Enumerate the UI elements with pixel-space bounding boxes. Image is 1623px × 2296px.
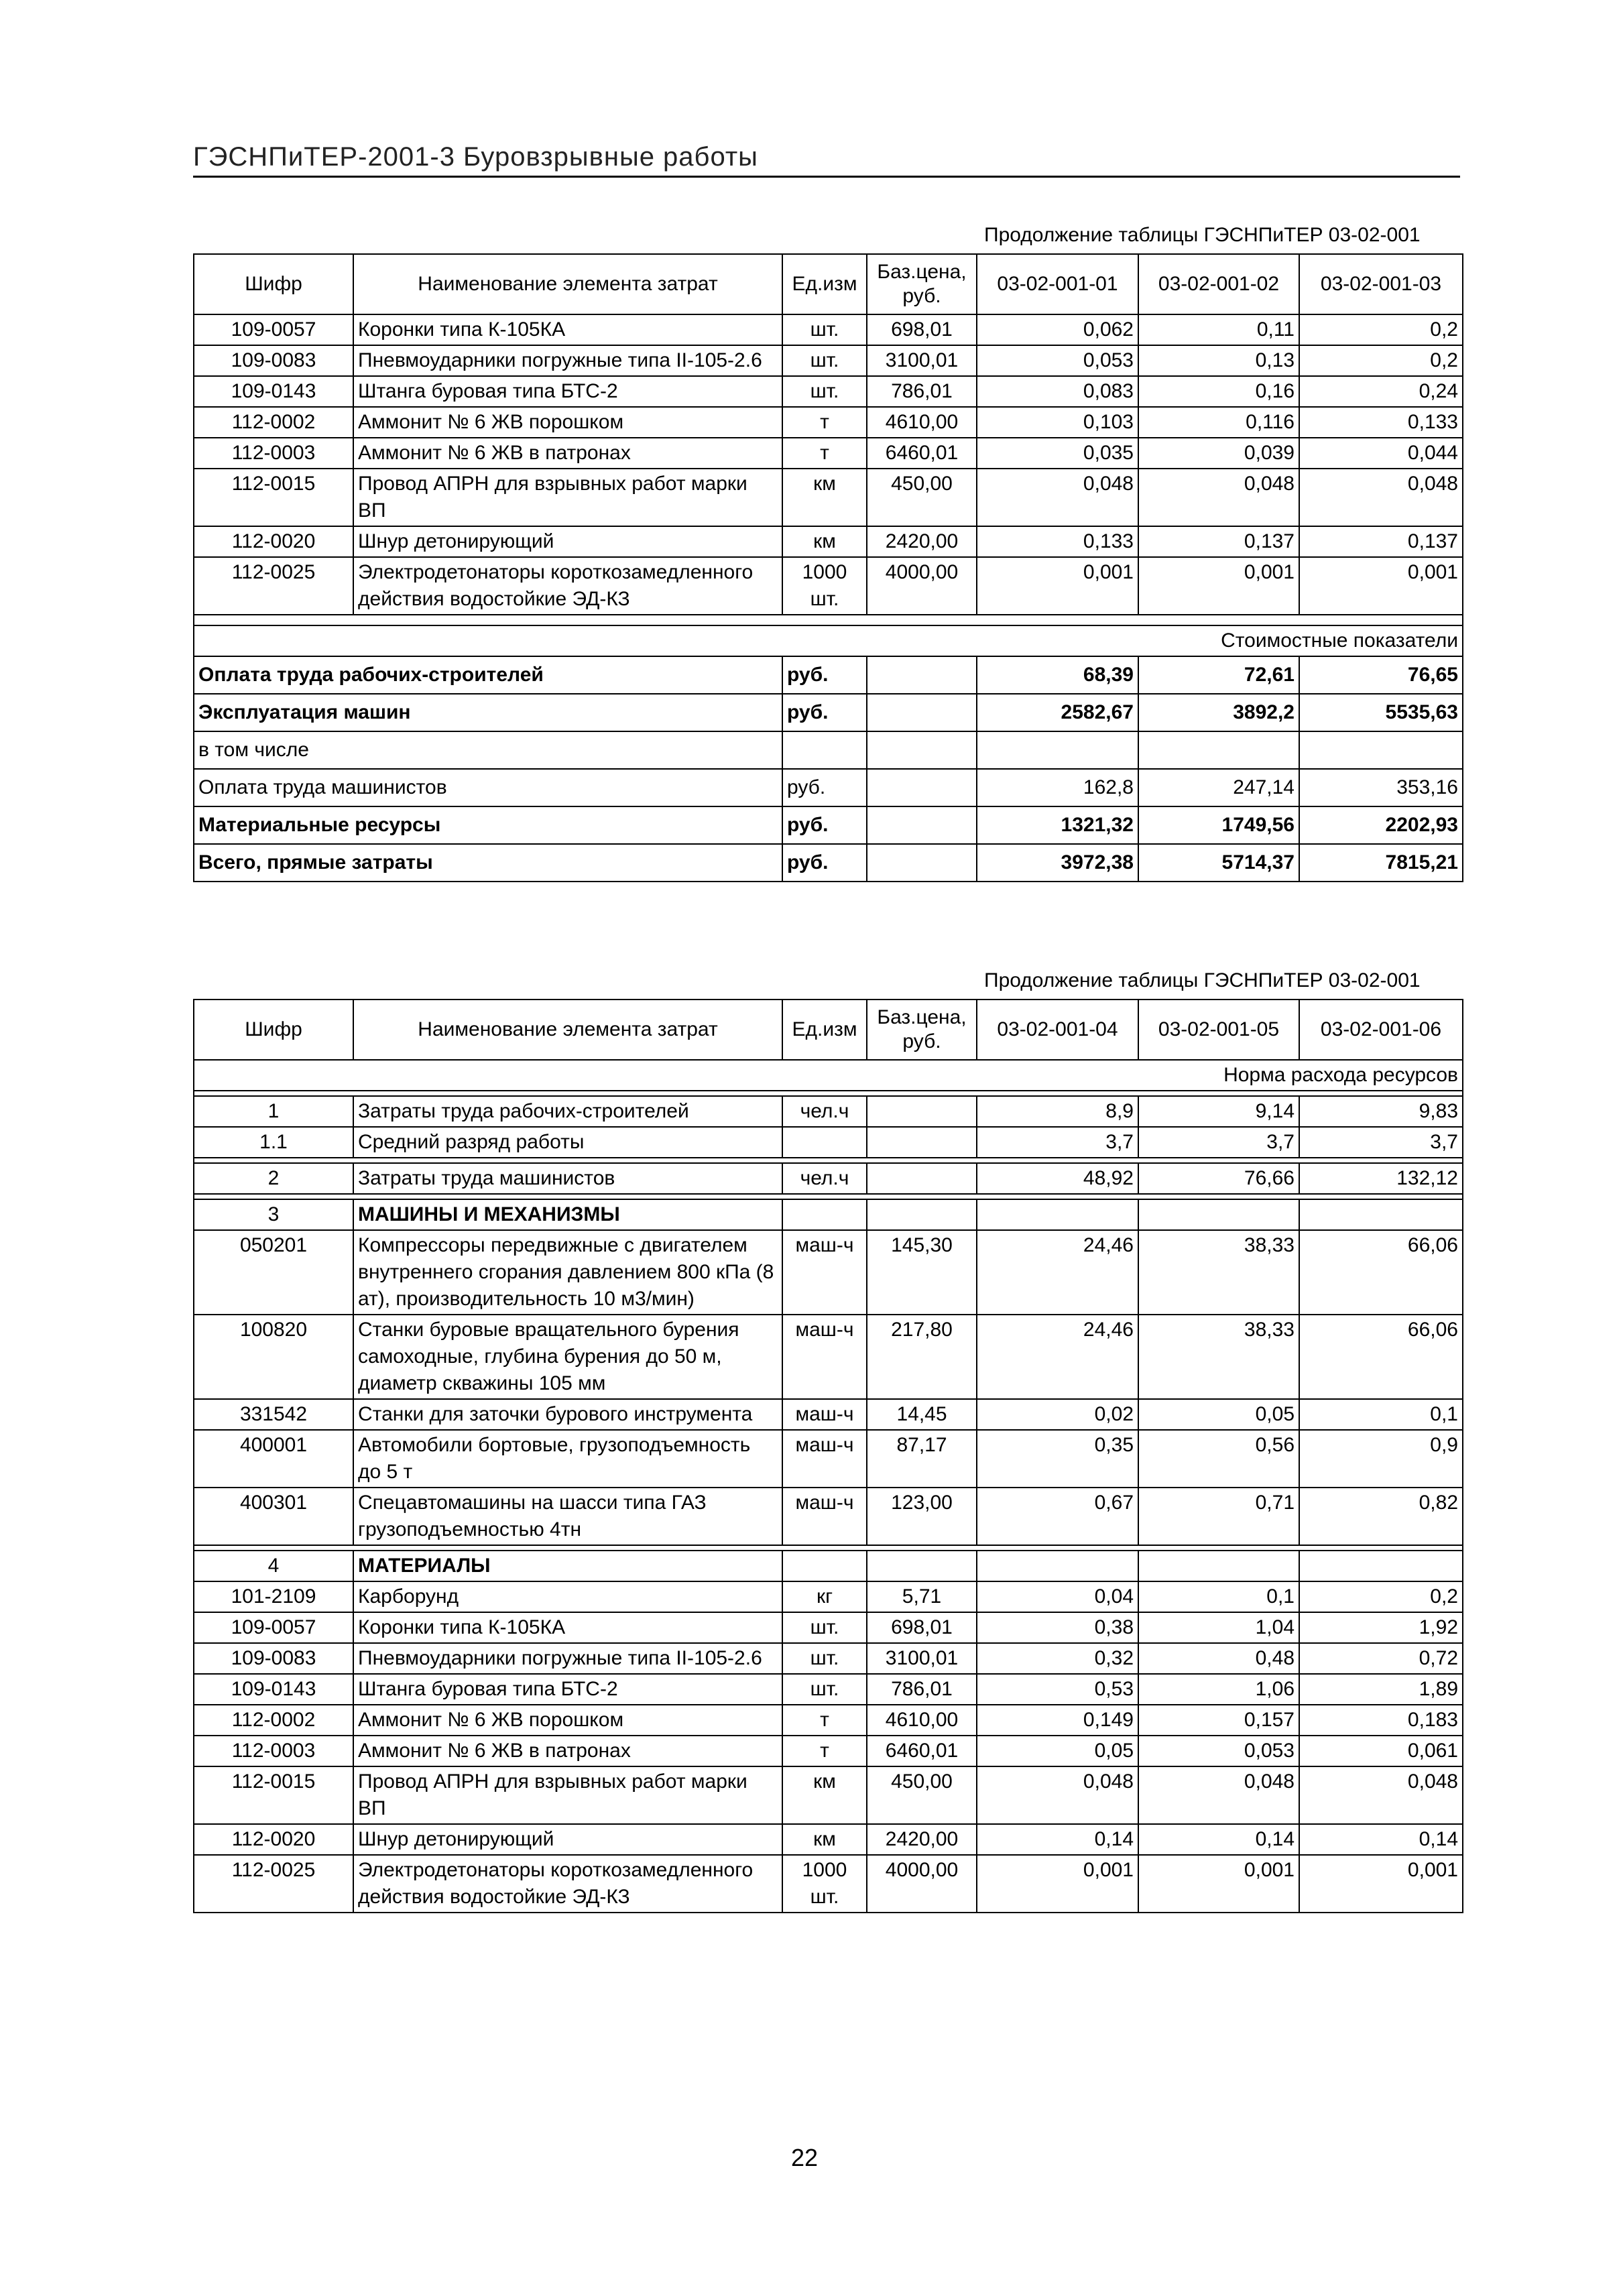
cell-value: 0,035: [977, 438, 1138, 469]
cell-unit: [782, 1127, 867, 1158]
cell-value: 0,14: [977, 1824, 1138, 1855]
cost-label: Эксплуатация машин: [194, 694, 782, 731]
cell-code: 112-0003: [194, 1736, 353, 1766]
cell-code: 109-0057: [194, 314, 353, 345]
cost-label: в том числе: [194, 731, 782, 769]
cost-value: 162,8: [977, 769, 1138, 806]
cell-unit: шт.: [782, 376, 867, 407]
materials-section-row: [194, 1551, 1463, 1581]
separator-cell: [194, 615, 1463, 625]
cell-code: 3: [194, 1199, 353, 1230]
col-header-name: Наименование элемента затрат: [353, 1000, 782, 1060]
cell-empty: [867, 1551, 977, 1581]
cell-value: 0,35: [977, 1430, 1138, 1488]
cell-value: 0,116: [1138, 407, 1299, 438]
table-row: [194, 526, 1463, 557]
cost-label: Всего, прямые затраты: [194, 844, 782, 882]
cell-unit: т: [782, 1705, 867, 1736]
norm-band-row: [194, 1060, 1463, 1091]
cell-value: 0,2: [1299, 1581, 1463, 1612]
labor-row: [194, 1163, 1463, 1194]
table-row: [194, 1399, 1463, 1430]
cell-value: 0,001: [1138, 557, 1299, 615]
cell-value: 0,9: [1299, 1430, 1463, 1488]
cell-code: 109-0057: [194, 1612, 353, 1643]
table-row: [194, 1766, 1463, 1824]
cost-row: [194, 806, 1463, 844]
cost-unit: руб.: [782, 844, 867, 882]
row-separator: [194, 615, 1463, 625]
table-row: [194, 1643, 1463, 1674]
cell-price: 87,17: [867, 1430, 977, 1488]
cell-value: 0,32: [977, 1643, 1138, 1674]
cell-unit: шт.: [782, 1643, 867, 1674]
table-row: [194, 1581, 1463, 1612]
cell-code: 1.1: [194, 1127, 353, 1158]
cell-value: 1,89: [1299, 1674, 1463, 1705]
cell-value: 0,137: [1299, 526, 1463, 557]
cost-unit: руб.: [782, 694, 867, 731]
cell-price: 2420,00: [867, 526, 977, 557]
cell-code: 400001: [194, 1430, 353, 1488]
cell-price: 3100,01: [867, 345, 977, 376]
cell-empty: [782, 1199, 867, 1230]
cell-value: 0,133: [1299, 407, 1463, 438]
cell-empty: [782, 1551, 867, 1581]
cell-value: 0,001: [1138, 1855, 1299, 1913]
cell-empty: [867, 769, 977, 806]
cell-value: 0,13: [1138, 345, 1299, 376]
cell-value: 0,157: [1138, 1705, 1299, 1736]
cell-empty: [867, 1199, 977, 1230]
cell-unit: маш-ч: [782, 1230, 867, 1315]
cell-value: 0,05: [1138, 1399, 1299, 1430]
cell-value: 76,66: [1138, 1163, 1299, 1194]
cost-value: 68,39: [977, 656, 1138, 694]
table2-header-row: [194, 1000, 1463, 1060]
cell-code: 112-0015: [194, 1766, 353, 1824]
cell-value: 48,92: [977, 1163, 1138, 1194]
labor-row: [194, 1096, 1463, 1127]
cell-value: 38,33: [1138, 1230, 1299, 1315]
cell-unit: маш-ч: [782, 1430, 867, 1488]
cell-name: МАТЕРИАЛЫ: [353, 1551, 782, 1581]
cell-price: [867, 1163, 977, 1194]
table-row: [194, 1736, 1463, 1766]
cell-price: 4610,00: [867, 407, 977, 438]
cell-unit: маш-ч: [782, 1399, 867, 1430]
cost-row: [194, 731, 1463, 769]
col-header-code-6: 03-02-001-06: [1299, 1000, 1463, 1060]
cell-value: 24,46: [977, 1230, 1138, 1315]
cell-value: 132,12: [1299, 1163, 1463, 1194]
cell-name: Коронки типа К-105КА: [353, 314, 782, 345]
cell-value: 0,56: [1138, 1430, 1299, 1488]
cell-value: 0,133: [977, 526, 1138, 557]
cell-unit: км: [782, 469, 867, 526]
cost-value: 3892,2: [1138, 694, 1299, 731]
cost-row: [194, 694, 1463, 731]
cell-name: Пневмоударники погружные типа II-105-2.6: [353, 345, 782, 376]
table-row: [194, 557, 1463, 615]
cell-value: 0,044: [1299, 438, 1463, 469]
cell-value: 0,061: [1299, 1736, 1463, 1766]
cell-unit: шт.: [782, 1674, 867, 1705]
machines-section-row: [194, 1199, 1463, 1230]
separator-cell: [194, 1091, 1463, 1096]
cell-code: 112-0025: [194, 557, 353, 615]
cell-value: 3,7: [1138, 1127, 1299, 1158]
cell-value: 0,11: [1138, 314, 1299, 345]
cost-row: [194, 656, 1463, 694]
separator-cell: [194, 1158, 1463, 1163]
table1-header-row: [194, 254, 1463, 314]
cost-unit: руб.: [782, 656, 867, 694]
cell-value: 0,38: [977, 1612, 1138, 1643]
cell-code: 112-0003: [194, 438, 353, 469]
cell-name: Штанга буровая типа БТС-2: [353, 376, 782, 407]
col-header-code-1: 03-02-001-01: [977, 254, 1138, 314]
cell-empty: [1299, 1199, 1463, 1230]
cell-unit: 1000 шт.: [782, 1855, 867, 1913]
cell-name: Спецавтомашины на шасси типа ГАЗ грузоподъемностью 4тн: [353, 1488, 782, 1545]
cell-name: МАШИНЫ И МЕХАНИЗМЫ: [353, 1199, 782, 1230]
cost-value: 76,65: [1299, 656, 1463, 694]
cell-value: 0,048: [977, 1766, 1138, 1824]
cell-value: 0,062: [977, 314, 1138, 345]
cell-value: 3,7: [977, 1127, 1138, 1158]
cell-empty: [867, 694, 977, 731]
cell-name: Карборунд: [353, 1581, 782, 1612]
table2: [193, 999, 1463, 1913]
cell-code: 050201: [194, 1230, 353, 1315]
cell-code: 4: [194, 1551, 353, 1581]
cell-unit: шт.: [782, 345, 867, 376]
row-separator: [194, 1091, 1463, 1096]
cell-price: 5,71: [867, 1581, 977, 1612]
cell-value: 0,2: [1299, 314, 1463, 345]
table1: [193, 253, 1463, 882]
cell-price: 786,01: [867, 376, 977, 407]
cell-code: 109-0083: [194, 345, 353, 376]
cell-price: 3100,01: [867, 1643, 977, 1674]
table-row: [194, 1705, 1463, 1736]
cell-unit: чел.ч: [782, 1096, 867, 1127]
cell-value: 9,83: [1299, 1096, 1463, 1127]
cell-empty: [1138, 1199, 1299, 1230]
cell-code: 1: [194, 1096, 353, 1127]
cell-value: 38,33: [1138, 1315, 1299, 1399]
col-header-code: Шифр: [194, 1000, 353, 1060]
cell-price: 217,80: [867, 1315, 977, 1399]
cell-price: 450,00: [867, 1766, 977, 1824]
cell-name: Коронки типа К-105КА: [353, 1612, 782, 1643]
cell-price: [867, 1127, 977, 1158]
cell-code: 112-0025: [194, 1855, 353, 1913]
cell-value: 0,048: [1138, 469, 1299, 526]
cell-value: 0,16: [1138, 376, 1299, 407]
cell-value: 0,183: [1299, 1705, 1463, 1736]
document-header-title: ГЭСНПиТЕР-2001-3 Буровзрывные работы: [193, 142, 758, 172]
cost-value: 1321,32: [977, 806, 1138, 844]
cost-value: [977, 731, 1138, 769]
row-separator: [194, 1545, 1463, 1551]
cell-value: 0,82: [1299, 1488, 1463, 1545]
cell-code: 400301: [194, 1488, 353, 1545]
cell-value: 1,04: [1138, 1612, 1299, 1643]
cell-price: 123,00: [867, 1488, 977, 1545]
cell-name: Компрессоры передвижные с двигателем внутреннего сгорания давлением 800 кПа (8 ат), производительность 10 м3/мин): [353, 1230, 782, 1315]
cell-value: 0,149: [977, 1705, 1138, 1736]
cell-value: 1,06: [1138, 1674, 1299, 1705]
col-header-code-5: 03-02-001-05: [1138, 1000, 1299, 1060]
cell-price: 786,01: [867, 1674, 977, 1705]
col-header-code-2: 03-02-001-02: [1138, 254, 1299, 314]
table-row: [194, 1315, 1463, 1399]
cell-value: 0,04: [977, 1581, 1138, 1612]
cell-code: 100820: [194, 1315, 353, 1399]
cell-value: 66,06: [1299, 1315, 1463, 1399]
cost-value: 7815,21: [1299, 844, 1463, 882]
cell-value: 0,137: [1138, 526, 1299, 557]
cell-value: 0,001: [977, 557, 1138, 615]
cost-unit: руб.: [782, 769, 867, 806]
cell-value: 0,67: [977, 1488, 1138, 1545]
cell-name: Средний разряд работы: [353, 1127, 782, 1158]
cost-value: [1299, 731, 1463, 769]
page-number: 22: [791, 2144, 819, 2171]
cell-price: 4000,00: [867, 557, 977, 615]
cell-value: 24,46: [977, 1315, 1138, 1399]
table-row: [194, 1612, 1463, 1643]
cell-value: 0,083: [977, 376, 1138, 407]
cost-label: Оплата труда рабочих-строителей: [194, 656, 782, 694]
cell-value: 0,048: [1299, 469, 1463, 526]
cell-code: 2: [194, 1163, 353, 1194]
cell-name: Шнур детонирующий: [353, 1824, 782, 1855]
col-header-code: Шифр: [194, 254, 353, 314]
cell-value: 9,14: [1138, 1096, 1299, 1127]
cell-value: 0,103: [977, 407, 1138, 438]
cell-unit: маш-ч: [782, 1315, 867, 1399]
cell-price: 14,45: [867, 1399, 977, 1430]
cell-name: Электродетонаторы короткозамедленного действия водостойкие ЭД-КЗ: [353, 557, 782, 615]
cell-value: 66,06: [1299, 1230, 1463, 1315]
table-row: [194, 1230, 1463, 1315]
cell-value: 0,001: [1299, 557, 1463, 615]
cell-value: 1,92: [1299, 1612, 1463, 1643]
cell-unit: кг: [782, 1581, 867, 1612]
labor-row: [194, 1127, 1463, 1158]
cost-value: 72,61: [1138, 656, 1299, 694]
table-row: [194, 1855, 1463, 1913]
cell-value: 0,48: [1138, 1643, 1299, 1674]
cost-value: 2202,93: [1299, 806, 1463, 844]
cell-empty: [867, 731, 977, 769]
cell-value: 0,039: [1138, 438, 1299, 469]
cell-value: 0,001: [977, 1855, 1138, 1913]
cell-name: Станки буровые вращательного бурения самоходные, глубина бурения до 50 м, диаметр скважины 105 мм: [353, 1315, 782, 1399]
table-row: [194, 1824, 1463, 1855]
cell-name: Штанга буровая типа БТС-2: [353, 1674, 782, 1705]
cell-empty: [977, 1551, 1138, 1581]
cell-code: 112-0020: [194, 526, 353, 557]
table-row: [194, 469, 1463, 526]
cell-name: Затраты труда машинистов: [353, 1163, 782, 1194]
cell-name: Электродетонаторы короткозамедленного действия водостойкие ЭД-КЗ: [353, 1855, 782, 1913]
table-row: [194, 438, 1463, 469]
table-row: [194, 376, 1463, 407]
cell-code: 109-0083: [194, 1643, 353, 1674]
cell-unit: шт.: [782, 1612, 867, 1643]
cell-name: Аммонит № 6 ЖВ в патронах: [353, 1736, 782, 1766]
cell-code: 331542: [194, 1399, 353, 1430]
cell-empty: [1138, 1551, 1299, 1581]
cell-value: 0,53: [977, 1674, 1138, 1705]
cost-band-row-label: Стоимостные показатели: [194, 625, 1463, 656]
header-rule: [193, 176, 1460, 178]
col-header-name: Наименование элемента затрат: [353, 254, 782, 314]
cell-name: Аммонит № 6 ЖВ в патронах: [353, 438, 782, 469]
cell-code: 101-2109: [194, 1581, 353, 1612]
cell-name: Станки для заточки бурового инструмента: [353, 1399, 782, 1430]
cell-name: Провод АПРН для взрывных работ марки ВП: [353, 1766, 782, 1824]
cost-band-row: [194, 625, 1463, 656]
cell-code: 112-0002: [194, 1705, 353, 1736]
table-row: [194, 314, 1463, 345]
cell-code: 109-0143: [194, 376, 353, 407]
table-row: [194, 1674, 1463, 1705]
cell-value: 0,24: [1299, 376, 1463, 407]
cell-code: 112-0020: [194, 1824, 353, 1855]
cost-label: Материальные ресурсы: [194, 806, 782, 844]
cost-value: 247,14: [1138, 769, 1299, 806]
cost-value: 3972,38: [977, 844, 1138, 882]
cell-value: 0,02: [977, 1399, 1138, 1430]
table-row: [194, 345, 1463, 376]
cell-unit: чел.ч: [782, 1163, 867, 1194]
cell-empty: [867, 844, 977, 882]
cell-unit: км: [782, 526, 867, 557]
cell-name: Аммонит № 6 ЖВ порошком: [353, 407, 782, 438]
cell-value: 0,2: [1299, 345, 1463, 376]
cost-label: Оплата труда машинистов: [194, 769, 782, 806]
cost-value: 1749,56: [1138, 806, 1299, 844]
cost-value: 353,16: [1299, 769, 1463, 806]
cell-price: 2420,00: [867, 1824, 977, 1855]
cell-price: 450,00: [867, 469, 977, 526]
separator-cell: [194, 1194, 1463, 1199]
cell-unit: 1000 шт.: [782, 557, 867, 615]
cell-unit: маш-ч: [782, 1488, 867, 1545]
cell-value: 8,9: [977, 1096, 1138, 1127]
cost-unit: [782, 731, 867, 769]
separator-cell: [194, 1545, 1463, 1551]
cell-unit: км: [782, 1824, 867, 1855]
col-header-code-3: 03-02-001-03: [1299, 254, 1463, 314]
cell-price: 698,01: [867, 1612, 977, 1643]
cost-row: [194, 769, 1463, 806]
cell-value: 0,048: [1299, 1766, 1463, 1824]
cell-price: 6460,01: [867, 1736, 977, 1766]
cell-unit: шт.: [782, 314, 867, 345]
cell-value: 0,053: [977, 345, 1138, 376]
table-row: [194, 407, 1463, 438]
cell-unit: т: [782, 1736, 867, 1766]
cell-price: 698,01: [867, 314, 977, 345]
cell-unit: км: [782, 1766, 867, 1824]
cost-value: 5535,63: [1299, 694, 1463, 731]
cell-price: [867, 1096, 977, 1127]
cell-value: 0,1: [1138, 1581, 1299, 1612]
table1-caption: Продолжение таблицы ГЭСНПиТЕР 03-02-001: [984, 224, 1421, 246]
row-separator: [194, 1158, 1463, 1163]
cost-value: [1138, 731, 1299, 769]
cell-name: Затраты труда рабочих-строителей: [353, 1096, 782, 1127]
cell-value: 3,7: [1299, 1127, 1463, 1158]
col-header-price: Баз.цена, руб.: [867, 254, 977, 314]
cell-price: 6460,01: [867, 438, 977, 469]
col-header-unit: Ед.изм: [782, 254, 867, 314]
cell-name: Автомобили бортовые, грузоподъемность до 5 т: [353, 1430, 782, 1488]
col-header-price: Баз.цена, руб.: [867, 1000, 977, 1060]
cell-price: 4000,00: [867, 1855, 977, 1913]
table2-caption: Продолжение таблицы ГЭСНПиТЕР 03-02-001: [984, 969, 1421, 991]
norm-band-row-label: Норма расхода ресурсов: [194, 1060, 1463, 1091]
cell-value: 0,048: [977, 469, 1138, 526]
cost-row: [194, 844, 1463, 882]
col-header-unit: Ед.изм: [782, 1000, 867, 1060]
cell-name: Провод АПРН для взрывных работ марки ВП: [353, 469, 782, 526]
cell-value: 0,048: [1138, 1766, 1299, 1824]
table-row: [194, 1488, 1463, 1545]
col-header-code-4: 03-02-001-04: [977, 1000, 1138, 1060]
cell-code: 109-0143: [194, 1674, 353, 1705]
cell-empty: [977, 1199, 1138, 1230]
cell-value: 0,14: [1138, 1824, 1299, 1855]
cell-price: 145,30: [867, 1230, 977, 1315]
cost-unit: руб.: [782, 806, 867, 844]
cell-price: 4610,00: [867, 1705, 977, 1736]
cell-value: 0,053: [1138, 1736, 1299, 1766]
cell-value: 0,71: [1138, 1488, 1299, 1545]
cell-empty: [1299, 1551, 1463, 1581]
cost-value: 2582,67: [977, 694, 1138, 731]
cost-value: 5714,37: [1138, 844, 1299, 882]
cell-value: 0,001: [1299, 1855, 1463, 1913]
row-separator: [194, 1194, 1463, 1199]
cell-name: Шнур детонирующий: [353, 526, 782, 557]
cell-unit: т: [782, 438, 867, 469]
cell-name: Аммонит № 6 ЖВ порошком: [353, 1705, 782, 1736]
cell-value: 0,72: [1299, 1643, 1463, 1674]
table-row: [194, 1430, 1463, 1488]
cell-unit: т: [782, 407, 867, 438]
cell-value: 0,14: [1299, 1824, 1463, 1855]
cell-code: 112-0002: [194, 407, 353, 438]
cell-empty: [867, 806, 977, 844]
cell-name: Пневмоударники погружные типа II-105-2.6: [353, 1643, 782, 1674]
cell-value: 0,05: [977, 1736, 1138, 1766]
cell-empty: [867, 656, 977, 694]
cell-value: 0,1: [1299, 1399, 1463, 1430]
cell-code: 112-0015: [194, 469, 353, 526]
